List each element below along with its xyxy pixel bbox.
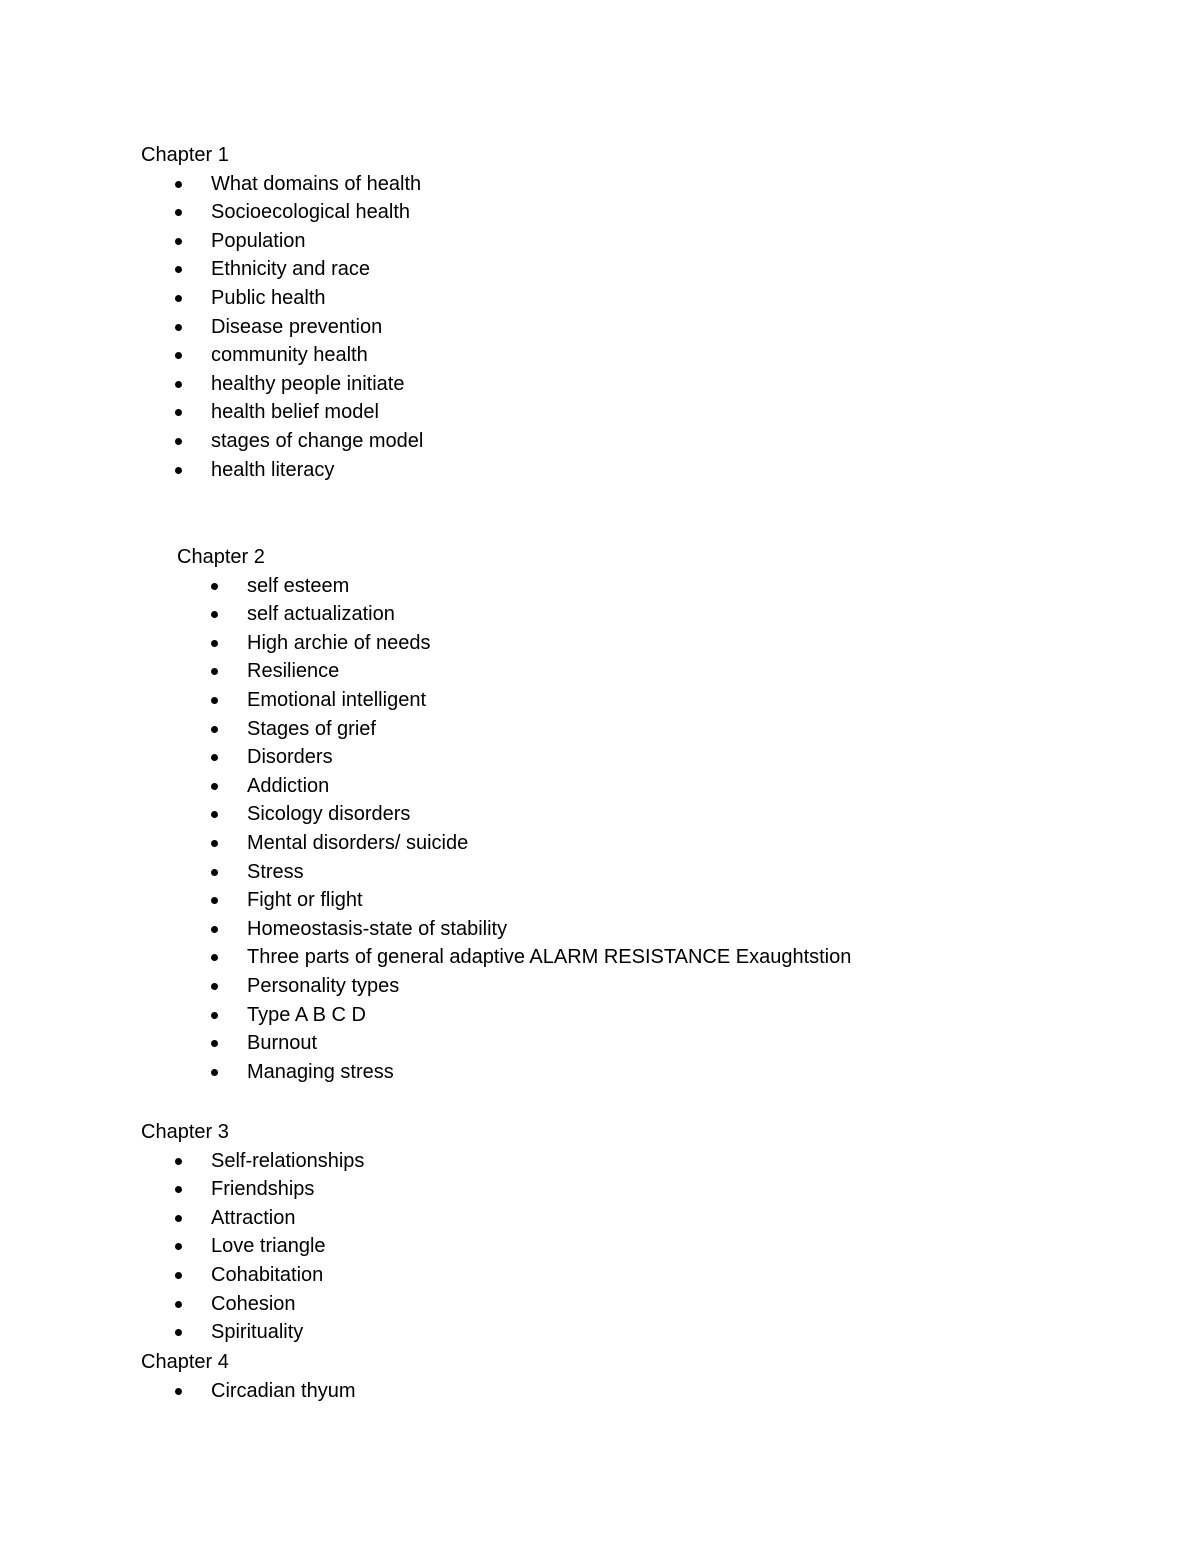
bullet-icon — [211, 897, 218, 904]
list-item: Socioecological health — [141, 198, 423, 227]
list-item: Circadian thyum — [141, 1377, 356, 1406]
bullet-icon — [175, 1388, 182, 1395]
bullet-icon — [211, 583, 218, 590]
bullet-icon — [211, 697, 218, 704]
bullet-icon — [211, 754, 218, 761]
list-item: Cohabitation — [141, 1261, 364, 1290]
chapter-heading: Chapter 2 — [177, 546, 265, 568]
list-item: Self-relationships — [141, 1147, 364, 1176]
list-item: Fight or flight — [177, 886, 851, 915]
bullet-icon — [211, 1040, 218, 1047]
list-item: Friendships — [141, 1175, 364, 1204]
bullet-icon — [211, 1069, 218, 1076]
list-item: What domains of health — [141, 170, 423, 199]
list-item: self esteem — [177, 572, 851, 601]
chapter-2-list — [177, 572, 851, 1087]
list-item: Burnout — [177, 1029, 851, 1058]
chapter-3-list — [141, 1147, 364, 1347]
list-item: stages of change model — [141, 427, 423, 456]
bullet-icon — [175, 1243, 182, 1250]
chapter-2-section — [177, 543, 851, 1086]
bullet-icon — [175, 381, 182, 388]
list-item: Type A B C D — [177, 1001, 851, 1030]
chapter-1-list — [141, 170, 423, 485]
list-item: health literacy — [141, 456, 423, 485]
bullet-icon — [175, 438, 182, 445]
chapter-4-section — [141, 1348, 356, 1405]
bullet-icon — [211, 783, 218, 790]
bullet-icon — [175, 1186, 182, 1193]
list-item: Emotional intelligent — [177, 686, 851, 715]
bullet-icon — [175, 409, 182, 416]
bullet-icon — [175, 324, 182, 331]
list-item: Mental disorders/ suicide — [177, 829, 851, 858]
list-item: healthy people initiate — [141, 370, 423, 399]
list-item: Homeostasis-state of stability — [177, 915, 851, 944]
list-item: Population — [141, 227, 423, 256]
list-item: health belief model — [141, 398, 423, 427]
bullet-icon — [211, 726, 218, 733]
bullet-icon — [175, 181, 182, 188]
bullet-icon — [175, 238, 182, 245]
chapter-heading: Chapter 4 — [141, 1351, 229, 1373]
chapter-1-section — [141, 141, 423, 484]
bullet-icon — [175, 1301, 182, 1308]
bullet-icon — [211, 811, 218, 818]
chapter-4-list — [141, 1377, 356, 1406]
list-item: community health — [141, 341, 423, 370]
chapter-heading: Chapter 3 — [141, 1121, 229, 1143]
bullet-icon — [211, 983, 218, 990]
list-item: Addiction — [177, 772, 851, 801]
list-item: Attraction — [141, 1204, 364, 1233]
bullet-icon — [175, 467, 182, 474]
bullet-icon — [175, 1329, 182, 1336]
bullet-icon — [211, 1012, 218, 1019]
chapter-3-section — [141, 1118, 364, 1347]
bullet-icon — [211, 640, 218, 647]
list-item: Public health — [141, 284, 423, 313]
list-item: Cohesion — [141, 1290, 364, 1319]
bullet-icon — [211, 954, 218, 961]
list-item: Personality types — [177, 972, 851, 1001]
bullet-icon — [175, 266, 182, 273]
bullet-icon — [175, 1158, 182, 1165]
list-item: Managing stress — [177, 1058, 851, 1087]
list-item: self actualization — [177, 600, 851, 629]
bullet-icon — [175, 209, 182, 216]
list-item: Love triangle — [141, 1232, 364, 1261]
bullet-icon — [211, 668, 218, 675]
list-item: Resilience — [177, 657, 851, 686]
list-item: Disease prevention — [141, 313, 423, 342]
list-item: Spirituality — [141, 1318, 364, 1347]
chapter-heading: Chapter 1 — [141, 144, 229, 166]
bullet-icon — [175, 1272, 182, 1279]
list-item: Ethnicity and race — [141, 255, 423, 284]
list-item: Stress — [177, 858, 851, 887]
bullet-icon — [175, 295, 182, 302]
bullet-icon — [211, 840, 218, 847]
bullet-icon — [211, 869, 218, 876]
list-item: Disorders — [177, 743, 851, 772]
list-item: Sicology disorders — [177, 800, 851, 829]
bullet-icon — [175, 1215, 182, 1222]
bullet-icon — [211, 926, 218, 933]
list-item: Three parts of general adaptive ALARM RESISTANCE Exaughtstion — [177, 943, 851, 972]
bullet-icon — [175, 352, 182, 359]
bullet-icon — [211, 611, 218, 618]
list-item: High archie of needs — [177, 629, 851, 658]
list-item: Stages of grief — [177, 715, 851, 744]
